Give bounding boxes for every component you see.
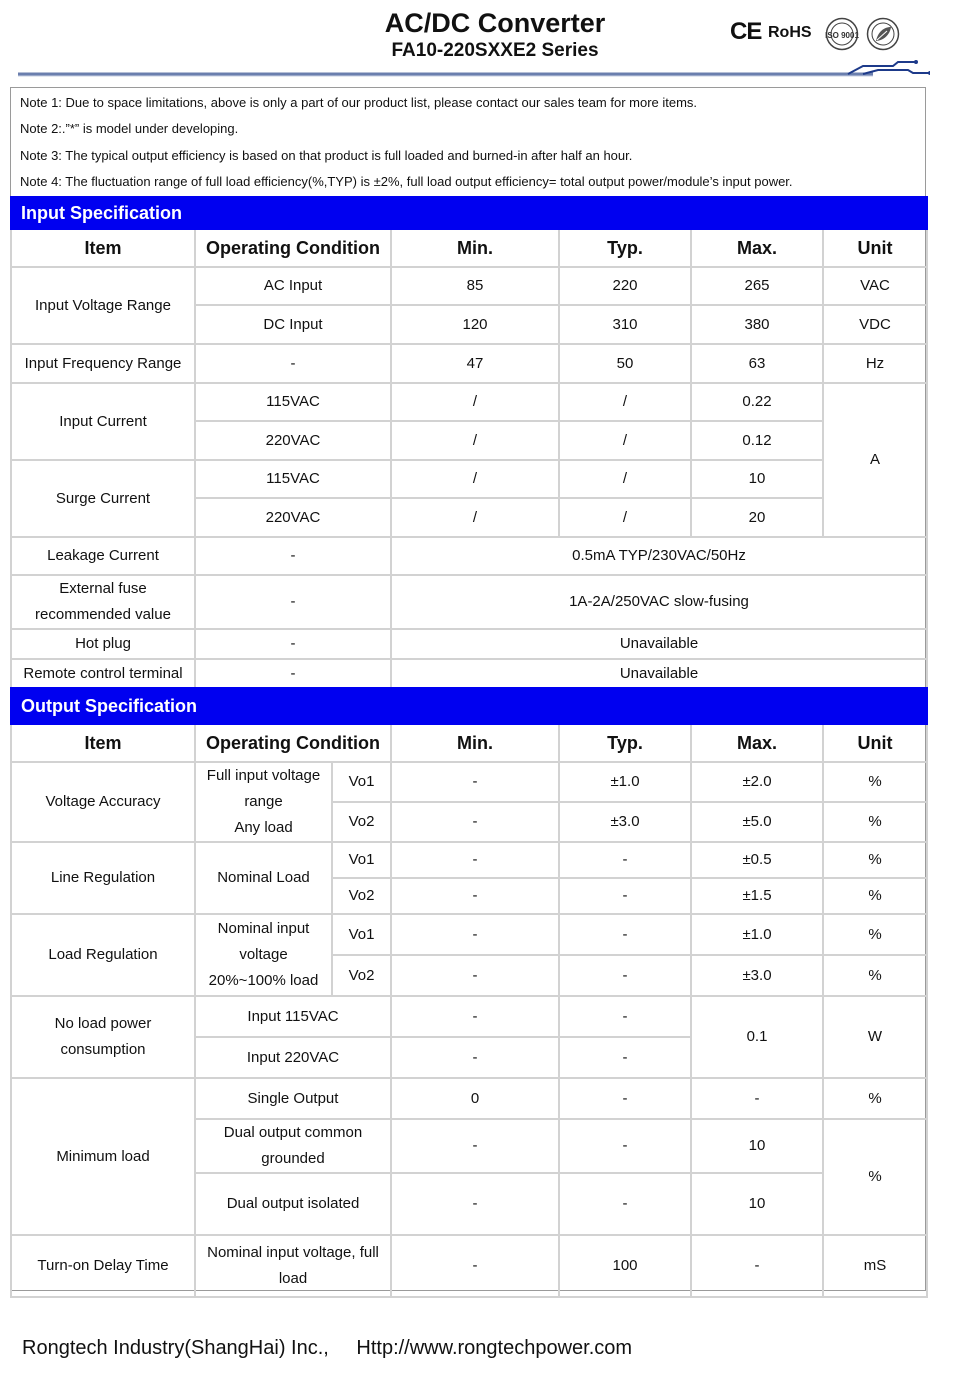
min-load-common-min: - <box>391 1119 559 1173</box>
load-regulation-vo2-typ: - <box>559 955 691 996</box>
ac-input-min: 85 <box>391 267 559 305</box>
surge-current-115-typ: / <box>559 460 691 498</box>
external-fuse-cond: - <box>195 575 391 629</box>
turn-on-delay-cond-line1: Nominal input voltage, full <box>207 1244 379 1261</box>
surge-current-220-min: / <box>391 498 559 537</box>
min-load-common-cond-line2: grounded <box>261 1150 325 1167</box>
line-regulation-vo2-typ: - <box>559 878 691 914</box>
line-regulation-vo2-max: ±1.5 <box>691 878 823 914</box>
dc-input-cond: DC Input <box>195 305 391 344</box>
input-frequency-max: 63 <box>691 344 823 383</box>
input-current-115-cond: 115VAC <box>195 383 391 421</box>
remote-control-label: Remote control terminal <box>11 659 195 689</box>
ce-mark: CE <box>730 18 762 45</box>
footer-url[interactable]: Http://www.rongtechpower.com <box>356 1337 633 1359</box>
col-max: Max. <box>691 229 823 267</box>
voltage-accuracy-cond <box>195 762 332 842</box>
no-load-220-typ: - <box>559 1037 691 1078</box>
leakage-current-label: Leakage Current <box>11 537 195 575</box>
dc-input-typ: 310 <box>559 305 691 344</box>
dc-input-min: 120 <box>391 305 559 344</box>
col-item: Item <box>11 229 195 267</box>
voltage-accuracy-vo2-typ: ±3.0 <box>559 802 691 842</box>
no-load-115-cond: Input 115VAC <box>195 996 391 1037</box>
out-col-unit: Unit <box>823 724 927 762</box>
document-subtitle: FA10-220SXXE2 Series <box>391 40 599 61</box>
input-voltage-range-label: Input Voltage Range <box>11 267 195 344</box>
line-regulation-vo2: Vo2 <box>332 878 391 914</box>
min-load-single-unit: % <box>823 1078 927 1119</box>
turn-on-delay-max: - <box>691 1235 823 1297</box>
voltage-accuracy-vo1: Vo1 <box>332 762 391 802</box>
turn-on-delay-typ: 100 <box>559 1235 691 1297</box>
input-current-115-min: / <box>391 383 559 421</box>
input-frequency-typ: 50 <box>559 344 691 383</box>
surge-current-220-max: 20 <box>691 498 823 537</box>
voltage-accuracy-vo2-max: ±5.0 <box>691 802 823 842</box>
input-current-115-max: 0.22 <box>691 383 823 421</box>
voltage-accuracy-vo2-min: - <box>391 802 559 842</box>
col-condition: Operating Condition <box>195 229 391 267</box>
surge-current-220-typ: / <box>559 498 691 537</box>
min-load-single-typ: - <box>559 1078 691 1119</box>
load-regulation-vo2-max: ±3.0 <box>691 955 823 996</box>
voltage-accuracy-cond-line1: Full input voltage <box>206 767 321 784</box>
input-frequency-cond: - <box>195 344 391 383</box>
ac-input-typ: 220 <box>559 267 691 305</box>
min-load-common-typ: - <box>559 1119 691 1173</box>
voltage-accuracy-cond-line3: Any load <box>234 819 293 836</box>
header-decorative-line <box>18 60 930 82</box>
no-load-label <box>11 996 195 1078</box>
input-frequency-unit: Hz <box>823 344 927 383</box>
input-spec-heading: Input Specification <box>11 197 927 229</box>
voltage-accuracy-label: Voltage Accuracy <box>11 762 195 842</box>
hot-plug-label: Hot plug <box>11 629 195 659</box>
voltage-accuracy-vo1-typ: ±1.0 <box>559 762 691 802</box>
notes-block <box>20 91 920 196</box>
voltage-accuracy-vo2-unit: % <box>823 802 927 842</box>
output-spec-table <box>10 687 928 1298</box>
line-regulation-vo1-max: ±0.5 <box>691 842 823 878</box>
load-regulation-cond-line1: Nominal input <box>217 920 310 937</box>
rohs-mark: RoHS <box>768 24 812 41</box>
line-regulation-label: Line Regulation <box>11 842 195 914</box>
line-regulation-vo1-typ: - <box>559 842 691 878</box>
input-current-220-max: 0.12 <box>691 421 823 460</box>
iso-label: ISO 9001 <box>825 31 859 40</box>
minimum-load-label: Minimum load <box>11 1078 195 1235</box>
load-regulation-cond-line3: 20%~100% load <box>208 972 319 989</box>
footer <box>22 1337 654 1360</box>
note-3: Note 3: The typical output efficiency is based on that product is full loaded and burned-in after half an hour. <box>20 147 633 163</box>
note-1: Note 1: Due to space limitations, above is only a part of our product list, please contact our sales team for more items. <box>20 95 698 110</box>
min-load-dual-unit: % <box>823 1119 927 1235</box>
no-load-max: 0.1 <box>691 996 823 1078</box>
no-load-220-min: - <box>391 1037 559 1078</box>
no-load-label-line1: No load power <box>54 1015 152 1032</box>
turn-on-delay-cond-line2: load <box>278 1270 308 1287</box>
hot-plug-value: Unavailable <box>391 629 927 659</box>
input-current-220-min: / <box>391 421 559 460</box>
input-current-220-cond: 220VAC <box>195 421 391 460</box>
load-regulation-vo1-unit: % <box>823 914 927 955</box>
turn-on-delay-min: - <box>391 1235 559 1297</box>
input-spec-table <box>10 196 928 690</box>
document-title: AC/DC Converter <box>384 8 606 38</box>
ac-input-unit: VAC <box>823 267 927 305</box>
footer-company: Rongtech Industry(ShangHai) Inc., <box>22 1337 329 1359</box>
load-regulation-vo1: Vo1 <box>332 914 391 955</box>
line-regulation-vo1: Vo1 <box>332 842 391 878</box>
line-regulation-vo1-min: - <box>391 842 559 878</box>
load-regulation-vo2-min: - <box>391 955 559 996</box>
voltage-accuracy-vo1-unit: % <box>823 762 927 802</box>
load-regulation-vo2-unit: % <box>823 955 927 996</box>
input-current-115-typ: / <box>559 383 691 421</box>
min-load-common-cond <box>195 1119 391 1173</box>
green-leaf-certification-icon <box>866 17 900 51</box>
leakage-current-value: 0.5mA TYP/230VAC/50Hz <box>391 537 927 575</box>
out-col-max: Max. <box>691 724 823 762</box>
no-load-115-min: - <box>391 996 559 1037</box>
ac-input-cond: AC Input <box>195 267 391 305</box>
voltage-accuracy-vo2: Vo2 <box>332 802 391 842</box>
ac-input-max: 265 <box>691 267 823 305</box>
voltage-accuracy-cond-line2: range <box>244 793 283 810</box>
surge-current-115-max: 10 <box>691 460 823 498</box>
load-regulation-vo1-typ: - <box>559 914 691 955</box>
load-regulation-vo1-max: ±1.0 <box>691 914 823 955</box>
surge-current-label: Surge Current <box>11 460 195 537</box>
external-fuse-label-line1: External fuse <box>59 580 147 597</box>
line-regulation-vo2-min: - <box>391 878 559 914</box>
min-load-isolated-cond: Dual output isolated <box>195 1173 391 1235</box>
input-frequency-label: Input Frequency Range <box>11 344 195 383</box>
remote-control-value: Unavailable <box>391 659 927 689</box>
min-load-single-min: 0 <box>391 1078 559 1119</box>
external-fuse-label <box>11 575 195 629</box>
current-unit: A <box>823 383 927 537</box>
input-current-220-typ: / <box>559 421 691 460</box>
min-load-single-max: - <box>691 1078 823 1119</box>
min-load-common-max: 10 <box>691 1119 823 1173</box>
external-fuse-label-line2: recommended value <box>35 606 171 623</box>
out-col-condition: Operating Condition <box>195 724 391 762</box>
no-load-115-typ: - <box>559 996 691 1037</box>
input-current-label: Input Current <box>11 383 195 460</box>
surge-current-115-cond: 115VAC <box>195 460 391 498</box>
voltage-accuracy-vo1-min: - <box>391 762 559 802</box>
note-2: Note 2:.”*” is model under developing. <box>20 121 239 137</box>
min-load-isolated-min: - <box>391 1173 559 1235</box>
line-regulation-vo1-unit: % <box>823 842 927 878</box>
external-fuse-value: 1A-2A/250VAC slow-fusing <box>391 575 927 629</box>
load-regulation-label: Load Regulation <box>11 914 195 996</box>
line-regulation-cond: Nominal Load <box>195 842 332 914</box>
load-regulation-vo1-min: - <box>391 914 559 955</box>
no-load-label-line2: consumption <box>60 1041 146 1058</box>
turn-on-delay-label: Turn-on Delay Time <box>11 1235 195 1297</box>
voltage-accuracy-vo1-max: ±2.0 <box>691 762 823 802</box>
out-col-item: Item <box>11 724 195 762</box>
col-typ: Typ. <box>559 229 691 267</box>
remote-control-cond: - <box>195 659 391 689</box>
surge-current-220-cond: 220VAC <box>195 498 391 537</box>
dc-input-max: 380 <box>691 305 823 344</box>
col-min: Min. <box>391 229 559 267</box>
load-regulation-cond <box>195 914 332 996</box>
note-4: Note 4: The fluctuation range of full load efficiency(%,TYP) is ±2%, full load output efficiency= total output power/module’s input power. <box>20 173 793 189</box>
dc-input-unit: VDC <box>823 305 927 344</box>
min-load-common-cond-line1: Dual output common <box>223 1124 363 1141</box>
turn-on-delay-cond <box>195 1235 391 1297</box>
input-frequency-min: 47 <box>391 344 559 383</box>
load-regulation-cond-line2: voltage <box>239 946 288 963</box>
leakage-current-cond: - <box>195 537 391 575</box>
col-unit: Unit <box>823 229 927 267</box>
iso-certification-icon <box>825 17 859 51</box>
out-col-typ: Typ. <box>559 724 691 762</box>
no-load-220-cond: Input 220VAC <box>195 1037 391 1078</box>
load-regulation-vo2: Vo2 <box>332 955 391 996</box>
surge-current-115-min: / <box>391 460 559 498</box>
hot-plug-cond: - <box>195 629 391 659</box>
line-regulation-vo2-unit: % <box>823 878 927 914</box>
min-load-single-cond: Single Output <box>195 1078 391 1119</box>
out-col-min: Min. <box>391 724 559 762</box>
min-load-isolated-max: 10 <box>691 1173 823 1235</box>
no-load-unit: W <box>823 996 927 1078</box>
min-load-isolated-typ: - <box>559 1173 691 1235</box>
output-spec-heading: Output Specification <box>11 688 927 724</box>
turn-on-delay-unit: mS <box>823 1235 927 1297</box>
